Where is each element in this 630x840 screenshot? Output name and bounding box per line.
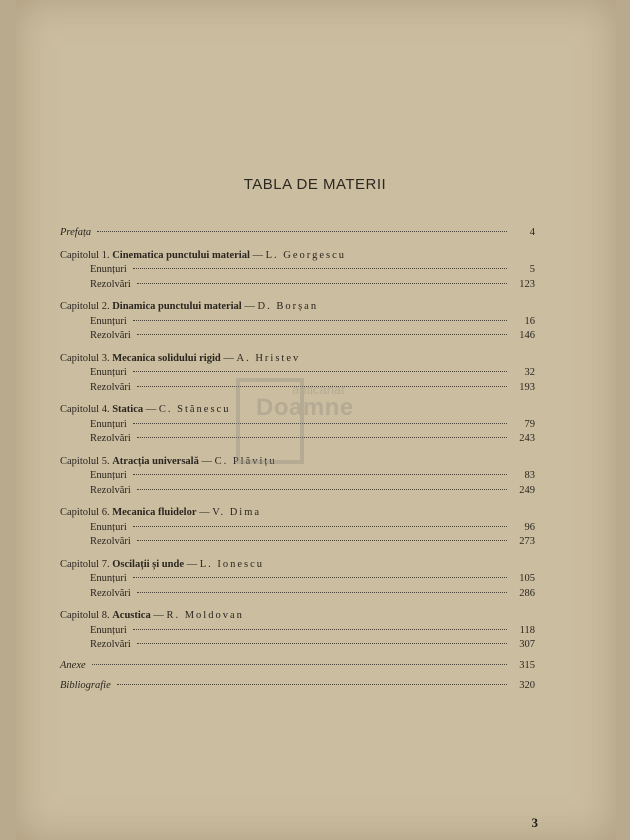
toc-row-rezolvari [60,587,535,602]
chapter-label [60,506,261,521]
toc-label: Rezolvări [90,639,131,650]
dash: — [223,352,234,364]
toc-label: Prefața [60,227,92,238]
chapter-label [60,403,230,418]
chapter-heading [60,609,535,624]
toc-page-number: 79 [524,418,535,430]
toc-label: Rezolvări [90,587,131,599]
chapter-title: Mecanica fluidelor [112,507,197,518]
toc-row-rezolvari [60,278,535,293]
toc-page-number: 4 [529,227,535,238]
toc-page-number: 123 [519,278,535,290]
chapter-label [60,249,346,264]
chapter-author: C. Stănescu [158,404,231,415]
chapter-title: Atracția universală [112,455,199,467]
toc-row-enunturi [60,572,535,587]
toc-label: Rezolvări [90,433,131,444]
dash: — [244,301,255,312]
chapter-title: Acustica [112,610,151,621]
chapter-author: V. Dima [212,507,262,518]
toc-page-number: 83 [524,470,535,481]
toc-page-number: 96 [524,521,535,533]
toc-label: Enunțuri [90,573,127,584]
chapter-entry [60,249,535,293]
leader-dots [92,663,507,665]
toc-label: Enunțuri [90,315,127,327]
chapter-heading [60,352,535,367]
toc-label: Bibliografie [60,680,111,691]
toc-page-number: 286 [519,587,535,599]
chapter-label [60,609,244,624]
toc-label: Rezolvări [90,536,131,547]
chapter-author: L. Georgescu [265,249,347,261]
toc-label: Enunțuri [90,418,127,430]
toc-row-enunturi [60,624,535,639]
watermark-logo [236,378,412,460]
watermark-small-text: anticariat [292,382,345,397]
toc-label: Enunțuri [90,470,127,481]
chapter-heading [60,558,535,573]
chapter-prefix: Capitolul 6. [60,507,110,518]
toc-page-number: 193 [519,381,535,393]
toc-label: Rezolvări [90,330,131,341]
leader-dots [137,642,507,644]
chapter-heading [60,300,535,315]
page-number: 3 [531,815,538,830]
chapter-heading [60,249,535,264]
dash: — [201,455,212,467]
chapter-title: Oscilații și unde [112,558,184,570]
toc-page-number: 320 [519,680,535,691]
leader-dots [137,539,507,541]
chapter-entry [60,609,535,653]
toc-label: Enunțuri [90,521,127,533]
chapter-entry [60,506,535,550]
chapter-author: A. Hristev [236,352,301,364]
watermark-big-text: Doamne [256,394,354,421]
toc-row-enunturi [60,263,535,278]
toc-page-number: 32 [524,367,535,378]
toc-label: Enunțuri [90,264,127,275]
toc-page-number: 105 [519,573,535,584]
toc-page-number: 118 [519,624,535,636]
chapter-author: R. Moldovan [166,610,244,621]
leader-dots [97,230,507,232]
chapter-label [60,558,264,573]
chapter-entry [60,300,535,344]
chapter-prefix: Capitolul 2. [60,301,110,312]
chapter-title: Cinematica punctului material [112,249,250,261]
leader-dots [133,319,507,321]
leader-dots [117,683,507,685]
toc-row-rezolvari [60,638,535,653]
chapter-title: Statica [112,404,144,415]
toc-page-number: 16 [524,315,535,327]
toc-page-number: 146 [519,330,535,341]
toc-row-rezolvari [60,329,535,344]
leader-dots [137,591,507,593]
toc-row-anexe [60,659,535,674]
chapter-label [60,352,300,367]
chapter-prefix: Capitolul 1. [60,249,110,261]
leader-dots [137,333,507,335]
dash: — [153,610,164,621]
toc-label: Anexe [60,659,86,671]
chapter-author: L. Ionescu [199,558,265,570]
leader-dots [137,282,507,284]
dash: — [199,507,210,518]
toc-label: Enunțuri [90,624,127,636]
toc-row-bibliografie [60,679,535,694]
toc-row-enunturi [60,315,535,330]
toc-row-rezolvari [60,484,535,499]
toc-page-number: 243 [519,433,535,444]
leader-dots [133,525,507,527]
leader-dots [133,267,507,269]
chapter-prefix: Capitolul 3. [60,352,110,364]
toc-row-enunturi [60,521,535,536]
chapter-title: Mecanica solidului rigid [112,352,221,364]
toc-label: Rezolvări [90,484,131,496]
leader-dots [137,488,507,490]
toc-row-prefata [60,226,535,241]
dash: — [186,558,198,570]
dash: — [145,404,157,415]
chapter-prefix: Capitolul 7. [60,558,110,570]
leader-dots [133,370,507,372]
chapter-title: Dinamica punctului material [112,301,242,312]
toc-label: Rezolvări [90,278,131,290]
toc-label: Rezolvări [90,381,131,393]
toc-page-number: 249 [519,484,535,496]
leader-dots [133,576,507,578]
chapter-entry [60,558,535,602]
toc-page-number: 307 [519,639,535,650]
leader-dots [133,473,507,475]
toc-row-enunturi [60,469,535,484]
page-title: TABLA DE MATERII [243,176,387,193]
chapter-prefix: Capitolul 4. [60,404,110,415]
toc-page-number: 5 [529,264,535,275]
chapter-prefix: Capitolul 8. [60,610,110,621]
dash: — [252,249,264,261]
toc-label: Enunțuri [90,367,127,378]
chapter-author: D. Borșan [257,301,319,312]
toc-row-rezolvari [60,535,535,550]
chapter-heading [60,506,535,521]
toc-page-number: 273 [519,536,535,547]
chapter-author: C. Plăvițu [214,455,277,467]
leader-dots [133,628,507,630]
chapter-label [60,300,318,315]
chapter-prefix: Capitolul 5. [60,455,110,467]
toc-page-number: 315 [519,659,535,671]
